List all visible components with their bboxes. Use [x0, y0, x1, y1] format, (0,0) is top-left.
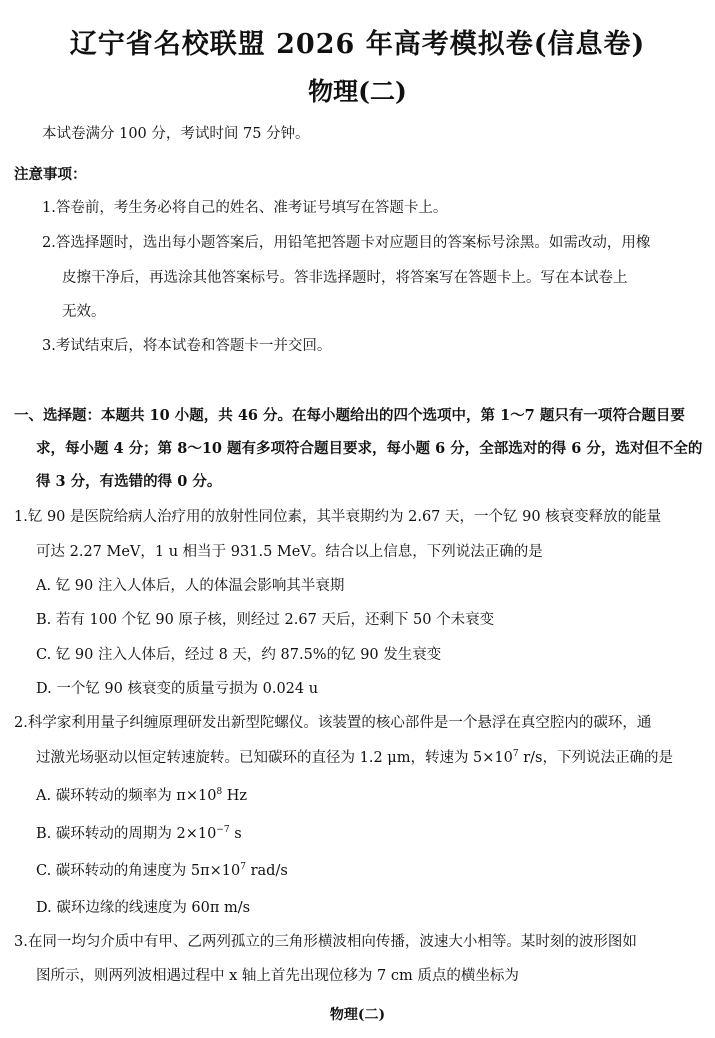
question-option: D. 一个钇 90 核衰变的质量亏损为 0.024 u: [36, 681, 319, 697]
question-stem: 3.在同一均匀介质中有甲、乙两列孤立的三角形横波相向传播，波速大小相等。某时刻的波形图如: [14, 934, 637, 950]
exam-title: 辽宁省名校联盟 2026 年高考模拟卷(信息卷): [69, 29, 646, 60]
page-footer: 物理(二): [329, 1007, 386, 1023]
section-heading-line: 一、选择题：本题共 10 小题，共 46 分。在每小题给出的四个选项中，第 1～7 题只有一项符合题目要: [14, 407, 685, 424]
question-option: D. 碳环边缘的线速度为 60π m/s: [36, 900, 251, 916]
question-option: C. 碳环转动的角速度为 $5\pi\times 10^7$ rad/s: [36, 862, 288, 879]
notice-line: 2.答选择题时，选出每小题答案后，用铅笔把答题卡对应题目的答案标号涂黑。如需改动，用橡: [42, 235, 651, 251]
exam-subtitle: 物理(二): [308, 77, 407, 106]
exam-intro: 本试卷满分 100 分，考试时间 75 分钟。: [42, 126, 310, 142]
section-heading-line: 得 3 分，有选错的得 0 分。: [36, 473, 222, 490]
question-option: B. 若有 100 个钇 90 原子核，则经过 2.67 天后，还剩下 50 个未衰变: [36, 612, 495, 628]
question-option: B. 碳环转动的周期为 $2\times 10^{-7}$ s: [36, 825, 242, 842]
question-option: A. 碳环转动的频率为 $\pi\times 10^8$ Hz: [36, 787, 248, 804]
question-option: C. 钇 90 注入人体后，经过 8 天，约 87.5%的钇 90 发生衰变: [36, 647, 442, 663]
section-heading-line: 求，每小题 4 分；第 8～10 题有多项符合题目要求，每小题 6 分，全部选对的得 6 分，选对但不全的: [36, 440, 703, 457]
question-stem: 可达 2.27 MeV，1 u 相当于 931.5 MeV。结合以上信息，下列说法正确的是: [36, 544, 543, 560]
notice-line: 皮擦干净后，再选涂其他答案标号。答非选择题时，将答案写在答题卡上。写在本试卷上: [62, 270, 628, 286]
notice-line: 1.答卷前，考生务必将自己的姓名、准考证号填写在答题卡上。: [42, 200, 448, 216]
notice-heading: 注意事项：: [14, 166, 87, 183]
notice-line: 3.考试结束后，将本试卷和答题卡一并交回。: [42, 338, 332, 354]
question-option: A. 钇 90 注入人体后，人的体温会影响其半衰期: [36, 578, 345, 594]
question-stem: 1.钇 90 是医院给病人治疗用的放射性同位素，其半衰期约为 2.67 天，一个钇 90 核衰变释放的能量: [14, 509, 662, 525]
question-stem: 过激光场驱动以恒定转速旋转。已知碳环的直径为 1.2 μm，转速为 $5\times 10^7$ r/s，下列说法正确的是: [36, 749, 673, 766]
notice-line: 无效。: [62, 304, 106, 320]
question-stem: 2.科学家利用量子纠缠原理研发出新型陀螺仪。该装置的核心部件是一个悬浮在真空腔内的碳环，通: [14, 715, 652, 731]
question-stem: 图所示，则两列波相遇过程中 x 轴上首先出现位移为 7 cm 质点的横坐标为: [36, 968, 519, 984]
